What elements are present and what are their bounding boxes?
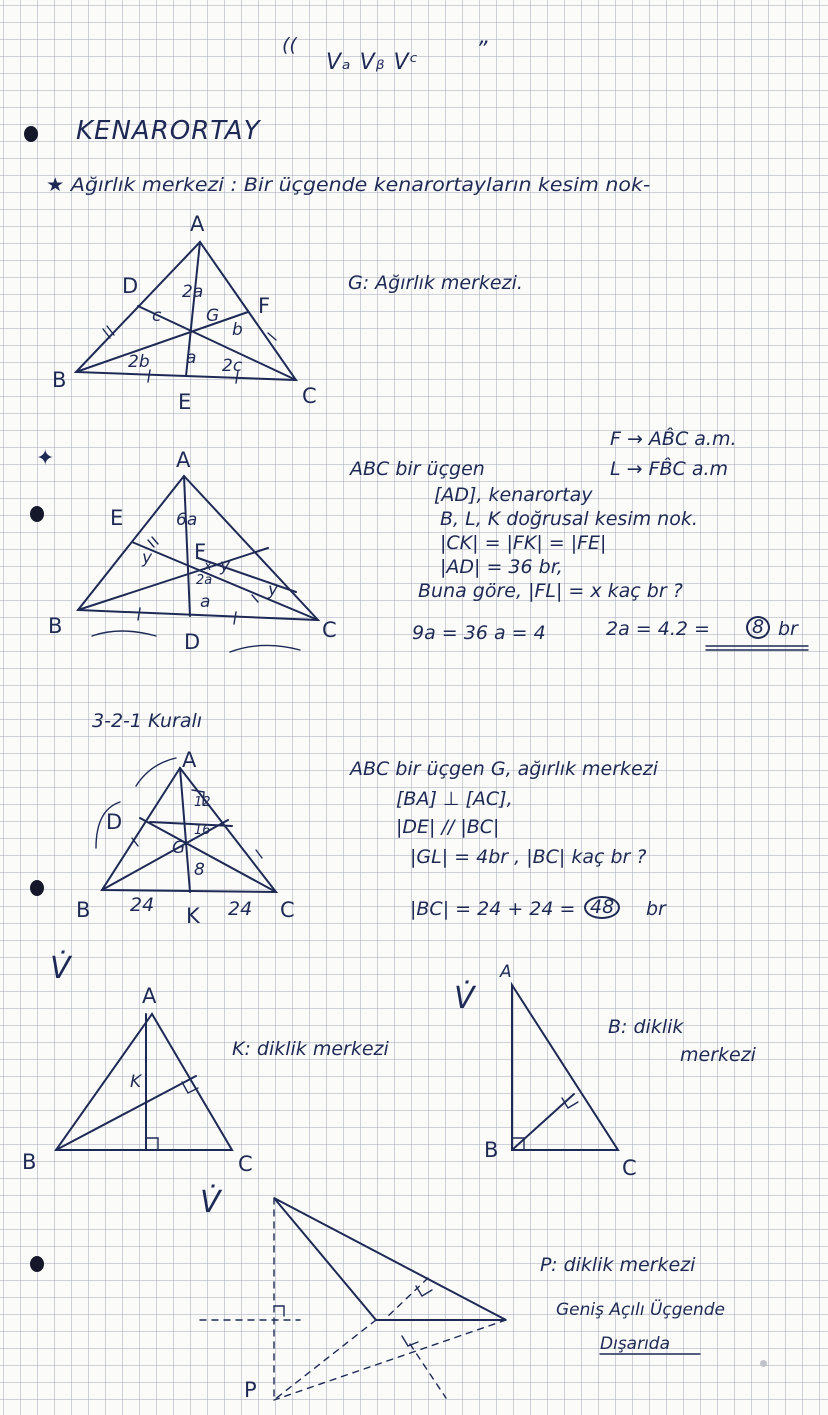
fig3-unit: br [646,898,666,920]
paper-mark [760,1360,767,1367]
fig1-label-e: E [178,390,192,414]
fig4-label-k: K [130,1072,142,1092]
fig1-seg-2b: 2b [128,352,150,372]
fig2-problem-1: ABC bir üçgen [350,458,485,480]
fig2-seg-y3: y [268,580,279,600]
fig3-label-d: D [106,810,123,834]
header-open-quote: (( [282,34,297,56]
fig3-label-a: A [182,748,197,772]
fig3-heading: 3-2-1 Kuralı [92,710,203,732]
fig5-label-c: C [622,1156,637,1180]
fig1-note: G: Ağırlık merkezi. [348,272,523,294]
fig2-label-d: D [184,630,201,654]
fig5-triangle [512,985,618,1150]
fig2-label-b: B [48,614,63,638]
page-title: KENARORTAY [76,116,261,146]
fig6-note-3: Dışarıda [600,1334,671,1354]
header-velocities: Vₐ Vᵦ Vᶜ [326,50,419,75]
fig1-seg-b: b [232,320,243,340]
fig6-note-1: P: diklik merkezi [540,1254,696,1276]
fig3-val-16: 16 [194,823,211,838]
fig3-label-k: K [186,904,200,928]
fig3-answer: 48 [584,896,620,919]
fig2-solution-left: 9a = 36 a = 4 [412,622,546,644]
fig4-triangle [56,1014,232,1150]
fig2-triangle [78,476,318,652]
fig4-v-mark: V̇ [50,951,72,986]
fig2-label-e: E [110,506,124,530]
fig6-v-mark: V̇ [200,1185,222,1220]
fig2-side-1: F → AB̂C a.m. [610,428,737,450]
fig3-val-24-right: 24 [228,898,253,920]
fig2-problem-3: B, L, K doğrusal kesim nok. [440,508,698,530]
fig2-problem-6: Buna göre, |FL| = x kaç br ? [418,580,683,602]
bullet-icon [30,506,44,522]
fig5-note-2: merkezi [680,1044,756,1066]
fig3-val-8: 8 [194,860,205,880]
fig1-seg-2c: 2c [222,356,243,376]
fig4-label-c: C [238,1152,253,1176]
fig2-seg-y1: y [142,548,153,568]
fig6-note-2: Geniş Açılı Üçgende [556,1300,726,1320]
fig2-seg-x: x [204,559,212,574]
fig2-problem-4: |CK| = |FK| = |FE| [440,532,607,554]
fig3-problem-2: [BA] ⊥ [AC], [396,788,513,810]
fig6-triangle [200,1198,506,1400]
fig3-label-g: G [172,838,186,858]
fig1-seg-a: a [186,348,197,368]
header-close-quote: ” [476,38,489,63]
bullet-icon [24,126,38,142]
fig2-seg-y2: y [220,556,231,576]
fig3-val-12: 12 [194,795,211,810]
fig6-label-p: P [244,1378,257,1402]
fig3-val-24-left: 24 [130,894,155,916]
fig1-label-d: D [122,274,139,298]
fig4-label-a: A [142,984,157,1008]
fig2-solution-right: 2a = 4.2 = [606,618,710,640]
bullet-icon [30,880,44,896]
fig3-label-c: C [280,898,295,922]
bullet-icon [30,1256,44,1272]
fig2-star-mark: ✦ [36,446,56,471]
fig1-label-b: B [52,368,67,392]
fig1-label-g: G [206,306,220,326]
fig2-seg-6a: 6a [176,510,198,530]
fig2-label-c: C [322,618,337,642]
fig4-label-b: B [22,1150,37,1174]
fig3-label-b: B [76,898,91,922]
fig2-side-2: L → FB̂C a.m [610,458,729,480]
fig2-problem-2: [AD], kenarortay [434,484,593,506]
fig2-unit: br [778,618,798,640]
fig1-label-c: C [302,384,317,408]
fig1-label-f: F [258,294,271,318]
fig3-triangle [96,758,276,892]
fig2-answer: 8 [746,616,770,639]
fig5-label-a: A [500,962,512,982]
fig5-v-mark: V̇ [454,981,476,1016]
fig5-label-b: B [484,1138,499,1162]
fig4-note: K: diklik merkezi [232,1038,389,1060]
fig2-seg-a: a [200,592,211,612]
fig2-label-a: A [176,448,191,472]
fig2-problem-5: |AD| = 36 br, [440,556,563,578]
fig3-problem-5: |BC| = 24 + 24 = [410,898,576,920]
fig3-problem-1: ABC bir üçgen G, ağırlık merkezi [350,758,658,780]
fig5-note-1: B: diklik [608,1016,684,1038]
fig2-label-f: F [194,540,207,564]
fig1-label-a: A [190,212,205,236]
fig1-seg-c: c [152,306,162,326]
definition-line: ★ Ağırlık merkezi : Bir üçgende kenarortayların kesim nok- [46,174,651,196]
fig2-seg-2a: 2a [196,573,213,588]
fig3-problem-3: |DE| // |BC| [396,816,500,838]
fig1-seg-2a: 2a [182,282,204,302]
fig3-problem-4: |GL| = 4br , |BC| kaç br ? [410,846,647,868]
